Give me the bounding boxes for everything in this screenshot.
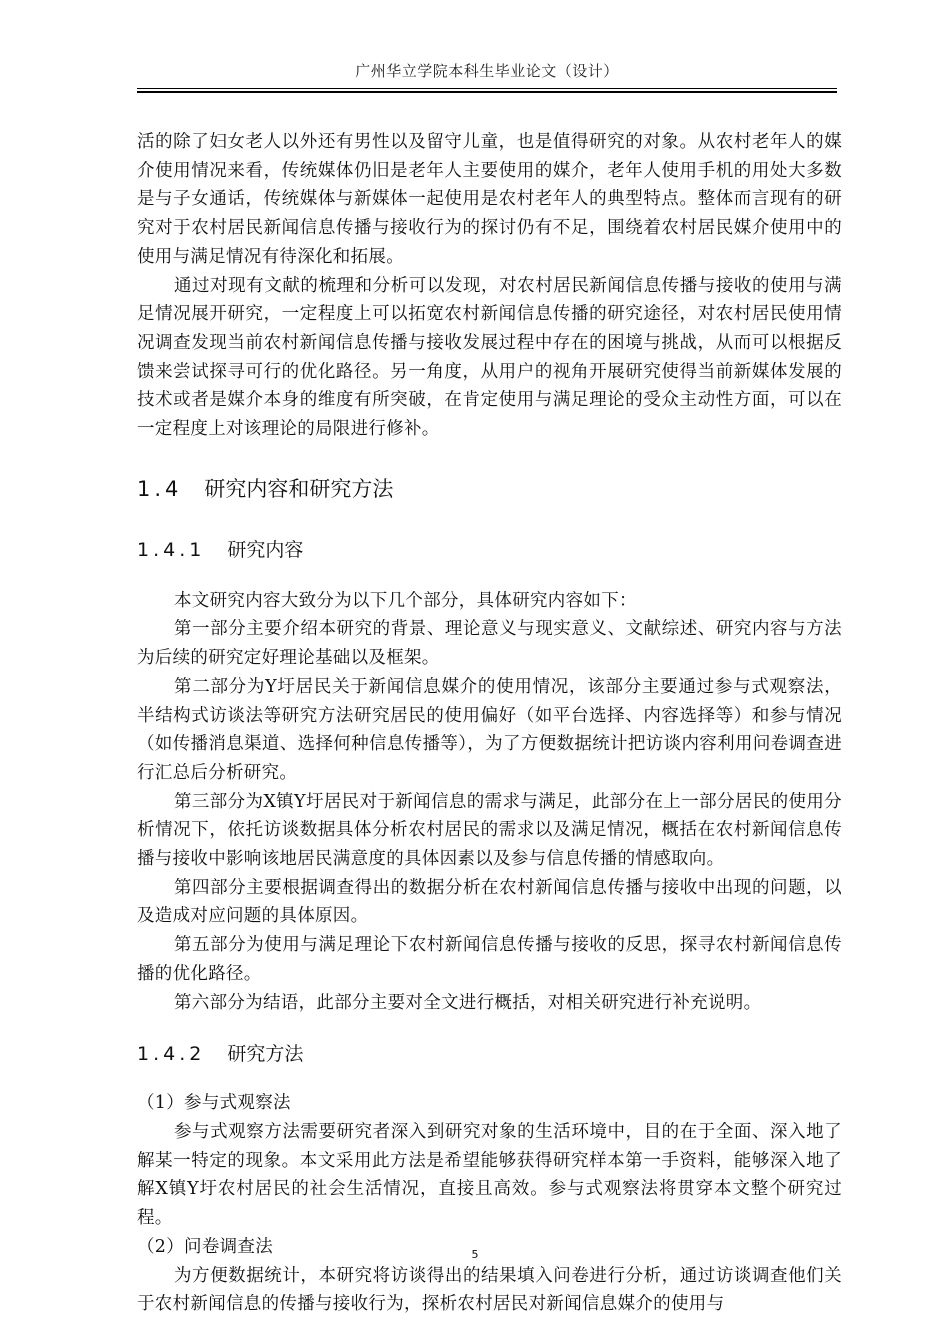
subsection-number: 1.4.1 <box>137 538 206 561</box>
subsection-title: 研究方法 <box>227 1043 304 1066</box>
header-rule-thick <box>137 91 837 93</box>
page-header: 广州华立学院本科生毕业论文（设计） <box>355 62 619 80</box>
content-paragraph: 第四部分主要根据调查得出的数据分析在农村新闻信息传播与接收中出现的问题，以及造成对应问题的具体原因。 <box>137 877 842 927</box>
intro-paragraph: 活的除了妇女老人以外还有男性以及留守儿童，也是值得研究的对象。从农村老年人的媒介使用情况来看，传统媒体仍旧是老年人主要使用的媒介，老年人使用手机的用处大多数是与子女通话，传统媒体与新媒体一起使用是农村老年人的典型特点。整体而言现有的研究对于农村居民新闻信息传播与接收行为的探讨仍有不足，围绕着农村居民媒介使用中的使用与满足情况有待深化和拓展。 <box>137 132 842 267</box>
content-paragraph: 第三部分为X镇Y圩居民对于新闻信息的需求与满足，此部分在上一部分居民的使用分析情况下，依托访谈数据具体分析农村居民的需求以及满足情况，概括在农村新闻信息传播与接收中影响该地居民满意度的具体因素以及参与信息传播的情感取向。 <box>137 791 842 870</box>
subsection-number: 1.4.2 <box>137 1043 206 1066</box>
section-number: 1.4 <box>137 476 183 501</box>
subsection-title: 研究内容 <box>227 538 304 561</box>
section-heading <box>137 473 842 505</box>
intro-paragraph: 通过对现有文献的梳理和分析可以发现，对农村居民新闻信息传播与接收的使用与满足情况展开研究，一定程度上可以拓宽农村新闻信息传播的研究途径，对农村居民使用情况调查发现当前农村新闻信息传播与接收发展过程中存在的困境与挑战，从而可以根据反馈来尝试探寻可行的优化路径。另一角度，从用户的视角开展研究使得当前新媒体发展的技术或者是媒介本身的维度有所突破，在肯定使用与满足理论的受众主动性方面，可以在一定程度上对该理论的局限进行修补。 <box>137 275 842 440</box>
method-paragraph: 为方便数据统计，本研究将访谈得出的结果填入问卷进行分析，通过访谈调查他们关于农村新闻信息的传播与接收行为，探析农村居民对新闻信息媒介的使用与 <box>137 1265 842 1315</box>
method-label: （1）参与式观察法 <box>137 1093 291 1114</box>
subsection-heading <box>137 535 842 565</box>
content-paragraph: 第二部分为Y圩居民关于新闻信息媒介的使用情况，该部分主要通过参与式观察法，半结构式访谈法等研究方法研究居民的使用偏好（如平台选择、内容选择等）和参与情况（如传播消息渠道、选择何种信息传播等），为了方便数据统计把访谈内容利用问卷调查进行汇总后分析研究。 <box>137 676 842 783</box>
page-body <box>137 128 842 1319</box>
section-title: 研究内容和研究方法 <box>204 476 394 501</box>
subsection-heading <box>137 1039 842 1069</box>
content-paragraph: 第五部分为使用与满足理论下农村新闻信息传播与接收的反思，探寻农村新闻信息传播的优化路径。 <box>137 935 842 984</box>
method-paragraph: 参与式观察方法需要研究者深入到研究对象的生活环境中，目的在于全面、深入地了解某一特定的现象。本文采用此方法是希望能够获得研究样本第一手资料，能够深入地了解X镇Y圩农村居民的社会生活情况，直接且高效。参与式观察法将贯穿本文整个研究过程。 <box>137 1121 842 1229</box>
page-number: 5 <box>471 1248 479 1261</box>
content-paragraph: 本文研究内容大致分为以下几个部分，具体研究内容如下： <box>174 590 637 611</box>
method-label: （2）问卷调查法 <box>137 1236 274 1257</box>
content-paragraph: 第六部分为结语，此部分主要对全文进行概括，对相关研究进行补充说明。 <box>174 992 762 1013</box>
header-rule <box>137 88 837 89</box>
content-paragraph: 第一部分主要介绍本研究的背景、理论意义与现实意义、文献综述、研究内容与方法为后续的研究定好理论基础以及框架。 <box>137 619 842 669</box>
